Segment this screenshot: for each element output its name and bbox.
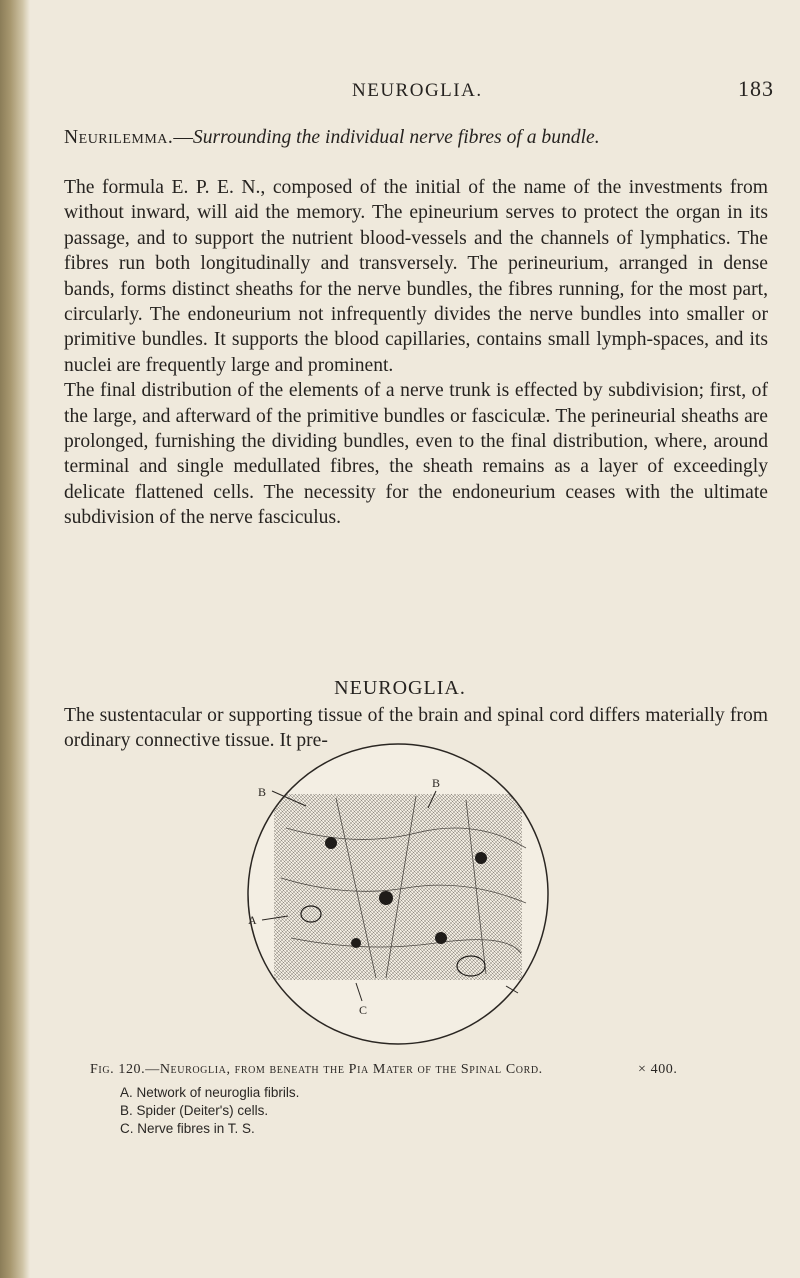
label-c: C: [359, 1003, 368, 1017]
running-head-title: NEUROGLIA.: [352, 80, 483, 101]
distribution-paragraph: The final distribution of the elements of a nerve trunk is effected by subdivision; first, of the large, and afterward of the primitive bundles or fasciculæ. The perineurial sheaths are prolonged, furnishing the dividing bundles, even to the final distribution, where, around terminal and single medullated fibres, the sheath remains as a layer of exceedingly delicate flattened cells. The necessity for the endoneurium ceases with the ultimate subdivision of the nerve fasciculus.: [64, 380, 768, 529]
legend-item-a: A. Network of neuroglia fibrils.: [120, 1085, 300, 1100]
neurilemma-term: Neurilemma.: [64, 127, 174, 148]
label-b-top: B: [432, 776, 441, 790]
neuroglia-micrograph-figure: [236, 738, 560, 1050]
neurilemma-definition: Surrounding the individual nerve fibres of a bundle.: [192, 127, 600, 148]
neurilemma-dash: —: [173, 127, 193, 148]
caption-magnification: × 400.: [638, 1062, 678, 1077]
caption-title: Fig. 120.—Neuroglia, from beneath the Pia Mater of the Spinal Cord.: [90, 1062, 543, 1077]
neurilemma-paragraph: [64, 125, 768, 150]
caption-legend: [120, 1084, 730, 1138]
legend-item-b: B. Spider (Deiter's) cells.: [120, 1103, 269, 1118]
figure-caption: [90, 1062, 730, 1138]
micrograph-tissue: [274, 794, 526, 980]
formula-paragraph: The formula E. P. E. N., composed of the initial of the name of the investments from without inward, will aid the memory. The epineurium serves to protect the organ in its passage, and to support the nutrient blood-vessels and the channels of lymphatics. The fibres run both longitudinally and transversely. The perineurium, arranged in dense bands, forms distinct sheaths for the nerve bundles, the fibres running, for the most part, circularly. The endoneurium not infrequently divides the nerve bundles into smaller or primitive bundles. It supports the blood capillaries, contains small lymph-spaces, and its nuclei are frequently large and prominent.: [64, 177, 768, 376]
label-b-left: B: [258, 785, 267, 799]
page-number: 183: [738, 76, 774, 101]
caption-title-line: [90, 1062, 730, 1078]
label-a: A: [248, 913, 257, 927]
running-head: [0, 74, 800, 108]
neuroglia-paragraph: The sustentacular or supporting tissue of the brain and spinal cord differs materially from ordinary connective tissue. It pre-: [64, 705, 768, 752]
section-heading-neuroglia: NEUROGLIA.: [334, 677, 466, 699]
legend-item-c: C. Nerve fibres in T. S.: [120, 1121, 255, 1136]
nerve-investments-paragraph: [64, 175, 768, 531]
